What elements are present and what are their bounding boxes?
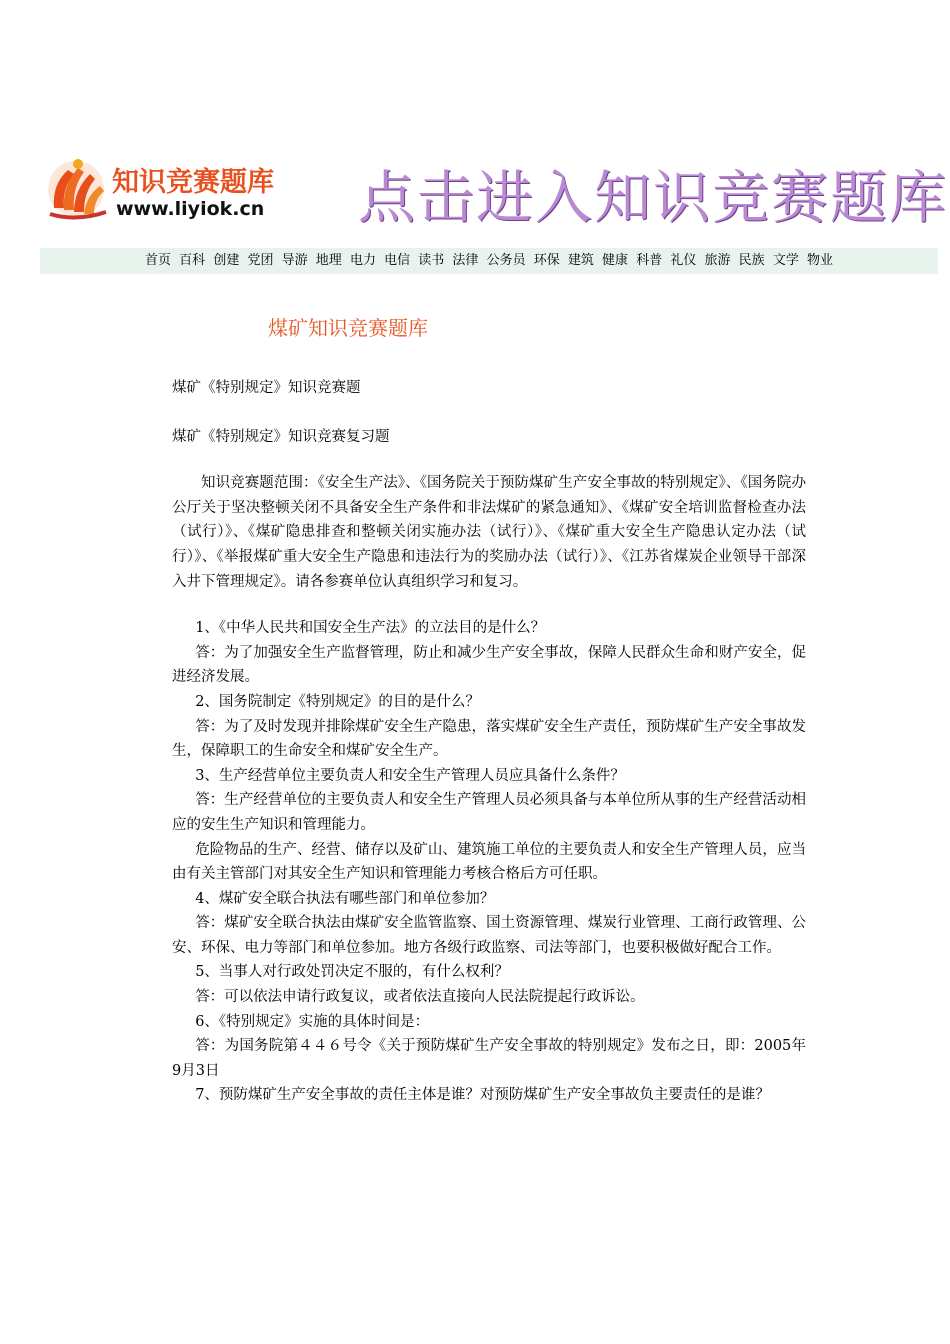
nav-item-gongwuyuan[interactable]: 公务员 bbox=[486, 253, 526, 268]
nav-item-jianzhu[interactable]: 建筑 bbox=[567, 253, 594, 268]
category-nav bbox=[40, 248, 938, 274]
question: 7、预防煤矿生产安全事故的责任主体是谁？对预防煤矿生产安全事故负主要责任的是谁？ bbox=[195, 1087, 770, 1104]
section-heading: 煤矿《特别规定》知识竞赛复习题 bbox=[172, 428, 390, 445]
nav-item-dili[interactable]: 地理 bbox=[315, 253, 342, 268]
nav-item-lvyou[interactable]: 旅游 bbox=[704, 253, 731, 268]
nav-item-minzu[interactable]: 民族 bbox=[738, 253, 765, 268]
logo-hand-icon bbox=[46, 156, 110, 222]
question: 6、《特别规定》实施的具体时间是： bbox=[195, 1013, 430, 1030]
site-logo[interactable] bbox=[46, 156, 296, 226]
document-title: 煤矿知识竞赛题库 bbox=[268, 316, 428, 340]
answer: 答：为了加强安全生产监督管理，防止和减少生产安全事故，保障人民群众生命和财产安全，促进经济发展。 bbox=[172, 644, 806, 686]
section-heading: 煤矿《特别规定》知识竞赛题 bbox=[172, 380, 361, 396]
nav-item-falv[interactable]: 法律 bbox=[452, 253, 479, 268]
answer: 答：生产经营单位的主要负责人和安全生产管理人员必须具备与本单位所从事的生产经营活动相应的安生生产知识和管理能力。 bbox=[172, 792, 806, 833]
answer: 答：为了及时发现并排除煤矿安全生产隐患，落实煤矿安全生产责任，预防煤矿生产安全事故发生，保障职工的生命安全和煤矿安全生产。 bbox=[172, 718, 806, 760]
answer: 答：为国务院第４４６号令《关于预防煤矿生产安全事故的特别规定》发布之日，即：2005年9月3日 bbox=[172, 1038, 806, 1079]
answer: 答：可以依法申请行政复议，或者依法直接向人民法院提起行政诉讼。 bbox=[195, 989, 645, 1006]
question: 3、生产经营单位主要负责人和安全生产管理人员应具备什么条件？ bbox=[195, 767, 625, 784]
answer: 答：煤矿安全联合执法由煤矿安全监管监察、国土资源管理、煤炭行业管理、工商行政管理、公安、环保、电力等部门和单位参加。地方各级行政监察、司法等部门，也要积极做好配合工作。 bbox=[172, 915, 806, 956]
nav-item-huanbao[interactable]: 环保 bbox=[533, 253, 560, 268]
answer-continued: 危险物品的生产、经营、储存以及矿山、建筑施工单位的主要负责人和安全生产管理人员，应当由有关主管部门对其安全生产知识和管理能力考核合格后方可任职。 bbox=[172, 841, 806, 883]
question: 4、煤矿安全联合执法有哪些部门和单位参加？ bbox=[195, 890, 495, 907]
logo-url: www.liyiok.cn bbox=[116, 198, 265, 220]
logo-title: 知识竞赛题库 bbox=[112, 167, 274, 198]
nav-item-dianli[interactable]: 电力 bbox=[349, 253, 376, 268]
nav-item-wenxue[interactable]: 文学 bbox=[772, 253, 799, 268]
nav-item-baike[interactable]: 百科 bbox=[179, 253, 206, 268]
document-body bbox=[172, 376, 806, 1108]
nav-item-dangtuan[interactable]: 党团 bbox=[247, 253, 274, 268]
question: 1、《中华人民共和国安全生产法》的立法目的是什么？ bbox=[195, 620, 546, 637]
nav-item-jiankang[interactable]: 健康 bbox=[602, 253, 629, 268]
nav-item-wuye[interactable]: 物业 bbox=[806, 253, 833, 268]
header-banner bbox=[40, 150, 948, 231]
scope-paragraph: 知识竞赛题范围：《安全生产法》、《国务院关于预防煤矿生产安全事故的特别规定》、《国务院办公厅关于坚决整顿关闭不具备安全生产条件和非法煤矿的紧急通知》、《煤矿安全培训监督检查办法（试行）》、《煤矿隐患排查和整顿关闭实施办法（试行）》、《煤矿重大安全生产隐患认定办法（试行）》、《举报煤矿重大安全生产隐患和违法行为的奖励办法（试行）》、《江苏省煤炭企业领导干部深入井下管理规定》。请各参赛单位认真组织学习和复习。 bbox=[172, 475, 806, 590]
nav-item-kepu[interactable]: 科普 bbox=[636, 253, 663, 268]
nav-item-liyi[interactable]: 礼仪 bbox=[670, 253, 697, 268]
question: 2、国务院制定《特别规定》的目的是什么？ bbox=[195, 693, 480, 710]
promo-link[interactable]: 点击进入知识竞赛题库 bbox=[358, 165, 948, 231]
nav-item-dianxin[interactable]: 电信 bbox=[384, 253, 411, 268]
nav-item-dushu[interactable]: 读书 bbox=[418, 253, 445, 268]
nav-item-chuangjian[interactable]: 创建 bbox=[213, 253, 240, 268]
nav-item-daoyou[interactable]: 导游 bbox=[281, 253, 308, 268]
nav-item-home[interactable]: 首页 bbox=[145, 253, 172, 268]
question: 5、当事人对行政处罚决定不服的，有什么权利？ bbox=[195, 964, 509, 981]
